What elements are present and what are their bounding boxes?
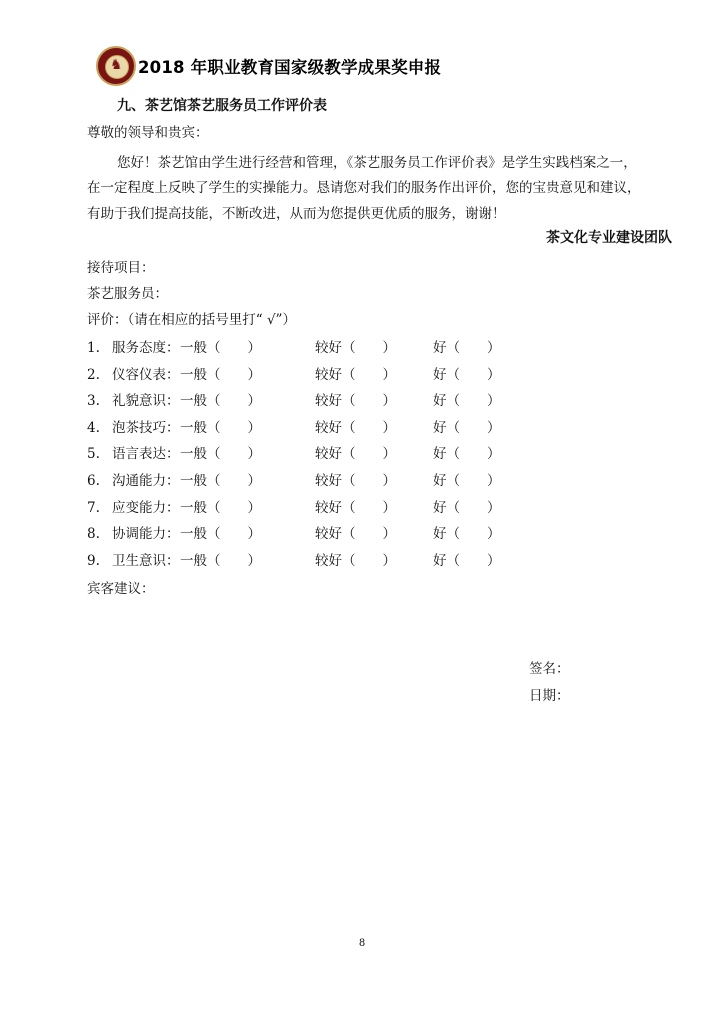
rating-row-label: 卫生意识： <box>112 552 180 569</box>
section-title: 九、茶艺馆茶艺服务员工作评价表 <box>117 98 327 114</box>
option-good[interactable]: 好（ ） <box>433 499 501 516</box>
option-general[interactable]: 一般（ ） <box>180 526 261 543</box>
option-general[interactable]: 一般（ ） <box>180 473 261 489</box>
option-general[interactable]: 一般（ ） <box>180 419 261 436</box>
option-fairly-good[interactable]: 较好（ ） <box>315 393 396 410</box>
intro-line-1: 您好！茶艺馆由学生进行经营和管理，《茶艺服务员工作评价表》是学生实践档案之一， <box>117 155 637 171</box>
date-label: 日期： <box>529 688 570 704</box>
greeting: 尊敬的领导和贵宾： <box>87 125 209 141</box>
rating-row-number: 7. <box>87 499 100 516</box>
option-fairly-good[interactable]: 较好（ ） <box>315 340 396 356</box>
option-general[interactable]: 一般（ ） <box>180 366 261 383</box>
rating-row-label: 应变能力： <box>112 499 180 516</box>
option-fairly-good[interactable]: 较好（ ） <box>315 526 396 543</box>
option-good[interactable]: 好（ ） <box>433 473 501 489</box>
page-number: 8 <box>358 938 366 949</box>
option-fairly-good[interactable]: 较好（ ） <box>315 366 396 383</box>
rating-row-label: 仪容仪表： <box>112 366 180 383</box>
reception-item-field: 接待项目： <box>87 260 155 276</box>
option-fairly-good[interactable]: 较好（ ） <box>315 446 396 463</box>
option-good[interactable]: 好（ ） <box>433 393 501 410</box>
option-good[interactable]: 好（ ） <box>433 366 501 383</box>
intro-line-2: 在一定程度上反映了学生的实操能力。恳请您对我们的服务作出评价，您的宝贵意见和建议， <box>87 180 641 196</box>
option-good[interactable]: 好（ ） <box>433 446 501 463</box>
rating-row-number: 2. <box>87 366 100 383</box>
rating-row-label: 沟通能力： <box>112 473 180 489</box>
option-general[interactable]: 一般（ ） <box>180 499 261 516</box>
page-header <box>96 42 441 90</box>
rating-row-label: 礼貌意识： <box>112 393 180 410</box>
rating-row-number: 5. <box>87 446 100 463</box>
option-good[interactable]: 好（ ） <box>433 526 501 543</box>
option-general[interactable]: 一般（ ） <box>180 340 261 356</box>
option-fairly-good[interactable]: 较好（ ） <box>315 473 396 489</box>
rating-row-number: 4. <box>87 419 100 436</box>
option-general[interactable]: 一般（ ） <box>180 552 261 569</box>
rating-row-label: 协调能力： <box>112 526 180 543</box>
rating-row-number: 8. <box>87 526 100 543</box>
intro-line-3: 有助于我们提高技能，不断改进，从而为您提供更优质的服务，谢谢！ <box>87 206 506 222</box>
team-signature: 茶文化专业建设团队 <box>546 230 672 246</box>
rating-row-number: 1. <box>87 340 100 356</box>
option-general[interactable]: 一般（ ） <box>180 446 261 463</box>
rating-instruction: 评价：（请在相应的括号里打“ √”） <box>87 312 296 328</box>
option-fairly-good[interactable]: 较好（ ） <box>315 499 396 516</box>
server-field: 茶艺服务员： <box>87 286 168 302</box>
school-emblem-icon <box>96 46 136 86</box>
signature-label: 签名： <box>529 661 570 677</box>
rating-row-number: 9. <box>87 552 100 569</box>
option-good[interactable]: 好（ ） <box>433 419 501 436</box>
option-good[interactable]: 好（ ） <box>433 340 501 356</box>
rating-row-label: 服务态度： <box>112 340 180 356</box>
rating-row-label: 语言表达： <box>112 446 180 463</box>
rating-row-number: 3. <box>87 393 100 410</box>
rating-row-label: 泡茶技巧： <box>112 419 180 436</box>
rating-row-number: 6. <box>87 473 100 489</box>
option-general[interactable]: 一般（ ） <box>180 393 261 410</box>
option-good[interactable]: 好（ ） <box>433 552 501 569</box>
guest-suggestion-label: 宾客建议： <box>87 581 155 597</box>
header-title: 2018 年职业教育国家级教学成果奖申报 <box>138 58 442 77</box>
option-fairly-good[interactable]: 较好（ ） <box>315 419 396 436</box>
option-fairly-good[interactable]: 较好（ ） <box>315 552 396 569</box>
